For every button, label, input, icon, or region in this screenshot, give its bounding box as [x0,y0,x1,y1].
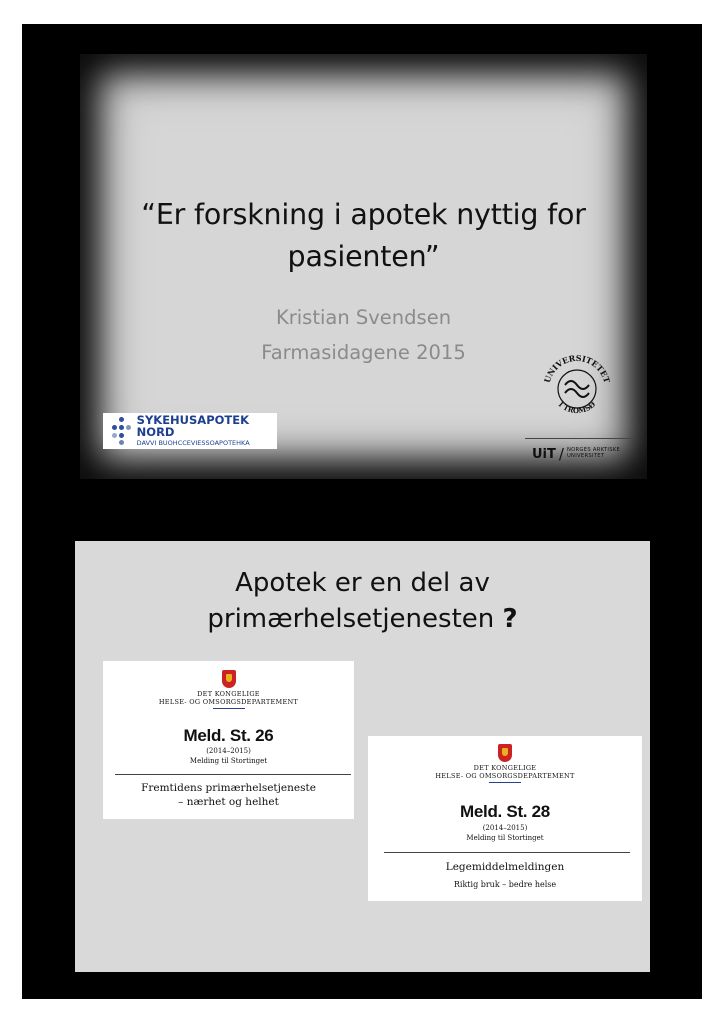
document-title [103,781,354,809]
seal-top-text: UNIVERSITETET [541,352,613,385]
title-slide [80,54,647,479]
divider [489,782,521,783]
dept-line-2: HELSE- OG OMSORGSDEPARTEMENT [435,771,575,780]
uit-line-1: NORGES ARKTISKE [566,447,621,454]
document-title: Legemiddelmeldingen [445,861,565,873]
divider [213,708,245,709]
slide-heading-line-1: Apotek er en del av [235,568,490,598]
logo-subname: DAVVI BUOHCCEVIESSOAPOTEHKA [136,439,250,448]
uit-logo: UiT / NORGES ARKTISKE UNIVERSITET [532,445,621,463]
dept-line-1: DET KONGELIGE [197,690,260,698]
logo-name: SYKEHUSAPOTEK NORD [136,413,250,439]
uit-abbr: UiT [532,446,556,462]
slide-title-line-2: pasienten” [287,240,440,273]
document-title-line-1: Fremtidens primærhelsetjeneste [141,782,316,794]
document-cover-meld-st-26 [103,661,354,819]
document-recipient: Melding til Stortinget [466,834,544,842]
dots-icon [109,416,133,446]
document-title-line-2: – nærhet og helhet [178,796,279,808]
seal-bottom-text: I TROMSØ [556,399,598,416]
coat-of-arms-icon [498,744,512,762]
divider [384,852,630,853]
logo-divider [525,438,633,439]
uit-line-2: UNIVERSITET [566,453,605,459]
document-cover-meld-st-28 [368,736,642,901]
document-number: Meld. St. 26 [183,726,274,745]
slide-heading-line-2: primærhelsetjenesten [207,604,495,634]
svg-text:UNIVERSITETET [542,353,612,384]
divider [115,774,351,775]
slide-title-line-1: “Er forskning i apotek nyttig for [141,198,586,231]
content-slide [75,541,650,972]
slide-title [80,194,647,278]
coat-of-arms-icon [222,670,236,688]
author-name: Kristian Svendsen [275,306,452,329]
document-number: Meld. St. 28 [460,802,550,821]
document-subtitle: Riktig bruk – bedre helse [453,880,557,889]
slide-heading [75,565,650,637]
dept-line-1: DET KONGELIGE [473,764,537,772]
event-name: Farmasidagene 2015 [261,341,466,364]
university-seal-icon [537,347,617,427]
question-mark: ? [502,604,518,634]
document-years: (2014–2015) [206,747,251,755]
dept-line-2: HELSE- OG OMSORGSDEPARTEMENT [158,697,299,706]
document-years: (2014–2015) [482,824,528,832]
sykehusapotek-nord-logo [103,413,277,449]
document-recipient: Melding til Stortinget [189,757,268,765]
svg-text:I TROMSØ [557,400,597,415]
